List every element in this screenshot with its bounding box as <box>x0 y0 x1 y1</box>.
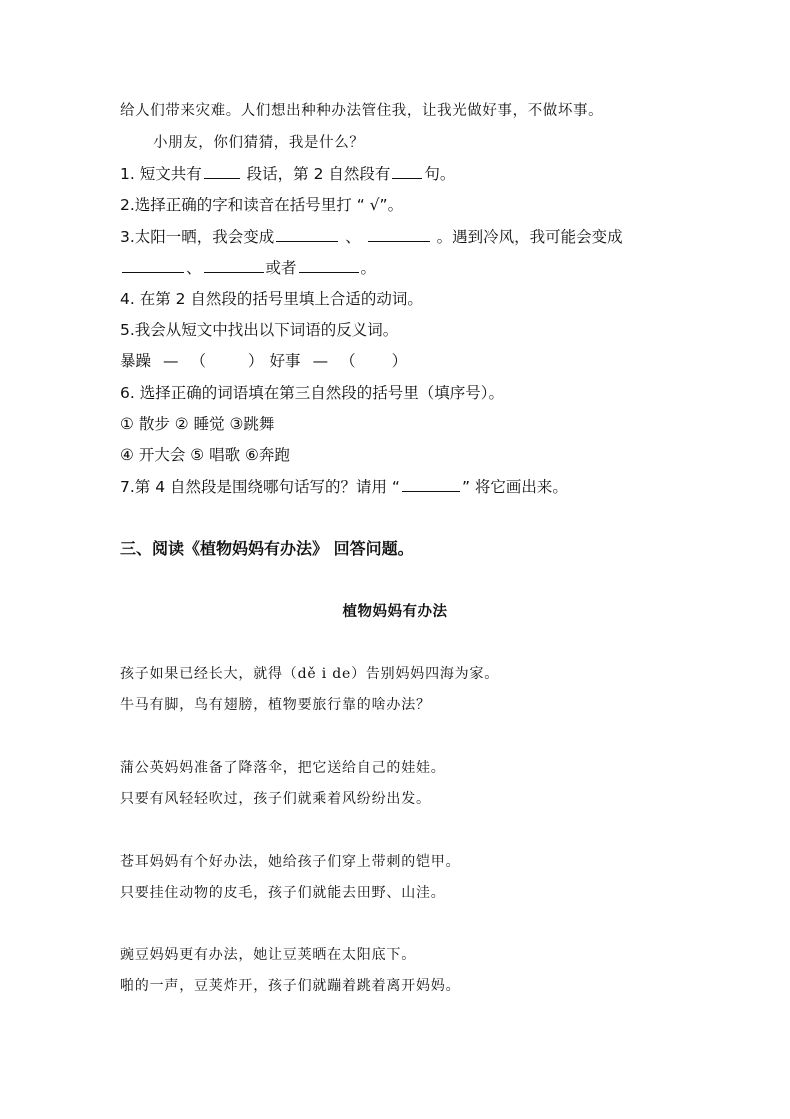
bracket-close: ） <box>391 352 408 370</box>
poem-line: 豌豆妈妈更有办法，她让豆荚晒在太阳底下。 <box>120 947 416 963</box>
answer-blank <box>402 477 460 492</box>
bracket-open: （ <box>190 352 207 370</box>
passage-line: 小朋友，你们猜猜，我是什么？ <box>153 135 365 151</box>
section-heading: 三、阅读《植物妈妈有办法》 回答问题。 <box>120 539 414 558</box>
question-7 <box>120 477 568 497</box>
question-5: 5.我会从短文中找出以下词语的反义词。 <box>120 321 399 339</box>
question-text: 或者 <box>265 259 297 277</box>
question-text: 1. 短文共有 <box>120 165 202 183</box>
options-row: ① 散步 ② 睡觉 ③跳舞 <box>120 415 275 433</box>
antonym-word: 好事 <box>269 352 301 370</box>
question-3-continued <box>120 258 376 278</box>
question-text: 。遇到冷风，我可能会变成 <box>431 228 623 246</box>
answer-blank <box>392 164 422 179</box>
answer-blank <box>122 258 184 273</box>
question-1 <box>120 164 455 184</box>
question-text: 、 <box>186 259 202 277</box>
answer-blank <box>204 258 264 273</box>
poem-line: 孩子如果已经长大，就得（dě i de）告别妈妈四海为家。 <box>120 666 500 682</box>
question-text: 。 <box>360 259 377 277</box>
answer-blank <box>204 164 240 179</box>
question-2: 2.选择正确的字和读音在括号里打 “ √”。 <box>120 196 404 214</box>
poem-line: 蒲公英妈妈准备了降落伞，把它送给自己的娃娃。 <box>120 760 446 776</box>
question-text: 、 <box>340 228 366 246</box>
poem-line: 啪的一声，豆荚炸开，孩子们就蹦着跳着离开妈妈。 <box>120 978 461 994</box>
antonym-row <box>120 351 407 371</box>
dash: — <box>163 352 179 370</box>
question-text: 句。 <box>424 165 456 183</box>
dash: — <box>312 352 329 370</box>
bracket-close: ） <box>248 352 264 370</box>
options-row: ④ 开大会 ⑤ 唱歌 ⑥奔跑 <box>120 446 290 464</box>
answer-blank <box>368 227 430 242</box>
antonym-word: 暴躁 <box>120 352 152 370</box>
answer-blank <box>299 258 359 273</box>
question-text: 3.太阳一晒，我会变成 <box>120 228 275 246</box>
poem-line: 只要挂住动物的皮毛，孩子们就能去田野、山洼。 <box>120 885 446 901</box>
poem-line: 苍耳妈妈有个好办法，她给孩子们穿上带刺的铠甲。 <box>120 854 461 870</box>
question-6: 6. 选择正确的词语填在第三自然段的括号里（填序号）。 <box>120 384 504 402</box>
question-text: 7.第 4 自然段是围绕哪句话写的？请用 “ <box>120 478 400 496</box>
poem-line: 牛马有脚，鸟有翅膀，植物要旅行靠的啥办法？ <box>120 697 431 713</box>
question-3 <box>120 227 623 247</box>
question-4: 4. 在第 2 自然段的括号里填上合适的动词。 <box>120 290 423 308</box>
poem-title: 植物妈妈有办法 <box>342 603 448 620</box>
bracket-open: （ <box>340 352 356 370</box>
question-text: ” 将它画出来。 <box>461 478 568 496</box>
poem-line: 只要有风轻轻吹过，孩子们就乘着风纷纷出发。 <box>120 791 431 807</box>
question-text: 段话，第 2 自然段有 <box>241 165 391 183</box>
passage-line: 给人们带来灾难。人们想出种种办法管住我，让我光做好事，不做坏事。 <box>120 103 604 119</box>
answer-blank <box>276 227 338 242</box>
